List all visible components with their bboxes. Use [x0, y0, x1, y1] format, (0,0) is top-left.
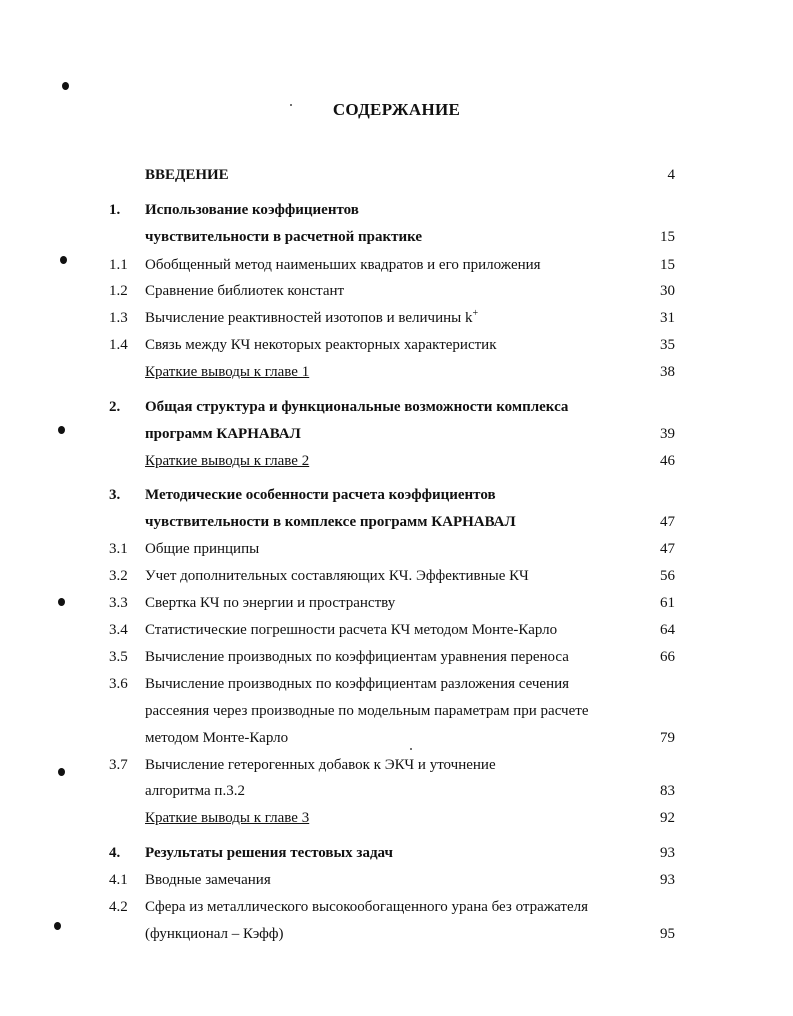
toc-entry-page: 15 — [660, 229, 675, 245]
toc-entry-page: 47 — [660, 541, 675, 557]
toc-entry — [0, 843, 793, 863]
scan-speck — [290, 104, 292, 106]
toc-entry-label: Результаты решения тестовых задач — [145, 845, 393, 861]
toc-entry — [0, 701, 793, 721]
toc-entry-page: 38 — [660, 364, 675, 380]
toc-entry-number: 1.4 — [109, 337, 128, 353]
toc-entry-number: 3.4 — [109, 622, 128, 638]
toc-entry-label: чувствительности в комплексе программ КАРНАВАЛ — [145, 514, 516, 530]
toc-entry-label: программ КАРНАВАЛ — [145, 426, 301, 442]
toc-entry — [0, 335, 793, 355]
toc-entry — [0, 808, 793, 828]
toc-entry-label: Методические особенности расчета коэффициентов — [145, 487, 496, 503]
toc-entry — [0, 362, 793, 382]
toc-entry-label: методом Монте-Карло — [145, 730, 289, 746]
toc-entry — [0, 512, 793, 532]
toc-entry-label: Использование коэффициентов — [145, 202, 359, 218]
toc-entry — [0, 781, 793, 801]
toc-entry — [0, 200, 793, 220]
punch-hole-mark — [62, 82, 69, 90]
toc-entry-number: 1.2 — [109, 283, 128, 299]
toc-entry-number: 1.1 — [109, 257, 128, 273]
toc-entry-number: 3.3 — [109, 595, 128, 611]
toc-entry-label: Статистические погрешности расчета КЧ методом Монте-Карло — [145, 622, 558, 638]
toc-entry — [0, 620, 793, 640]
toc-entry — [0, 485, 793, 505]
toc-entry — [0, 647, 793, 667]
toc-entry — [0, 424, 793, 444]
toc-entry-label: Сравнение библиотек констант — [145, 283, 345, 299]
toc-entry-intro — [0, 165, 793, 185]
toc-entry-page: 15 — [660, 257, 675, 273]
toc-entry — [0, 728, 793, 748]
toc-entry-number: 4.1 — [109, 872, 128, 888]
toc-entry — [0, 755, 793, 775]
toc-entry-label: Обобщенный метод наименьших квадратов и его приложения — [145, 257, 541, 273]
toc-entry-superscript: + — [472, 308, 479, 319]
toc-entry-label: (функционал – Кэфф) — [145, 926, 284, 942]
toc-entry-page: 61 — [660, 595, 675, 611]
toc-entry-label: Общая структура и функциональные возможности комплекса — [145, 399, 569, 415]
toc-entry — [0, 924, 793, 944]
toc-entry — [0, 281, 793, 301]
punch-hole-mark — [58, 426, 65, 434]
toc-entry-label: Свертка КЧ по энергии и пространству — [145, 595, 396, 611]
toc-entry — [0, 593, 793, 613]
toc-entry-label: Краткие выводы к главе 3 — [145, 810, 310, 826]
toc-entry-label: Вычисление производных по коэффициентам уравнения переноса — [145, 649, 569, 665]
toc-entry — [0, 674, 793, 694]
toc-entry-page: 92 — [660, 810, 675, 826]
toc-entry-label: Краткие выводы к главе 2 — [145, 453, 310, 469]
toc-entry — [0, 566, 793, 586]
punch-hole-mark — [58, 768, 65, 776]
toc-entry-page: 64 — [660, 622, 675, 638]
toc-entry-number: 4.2 — [109, 899, 128, 915]
toc-entry-page: 46 — [660, 453, 675, 469]
toc-entry-number: 3.5 — [109, 649, 128, 665]
toc-entry-number: 4. — [109, 845, 121, 861]
toc-entry-page: 93 — [660, 845, 675, 861]
toc-entry-page: 35 — [660, 337, 675, 353]
toc-entry-label: Вычисление производных по коэффициентам разложения сечения — [145, 676, 570, 692]
toc-entry-label: Вычисление гетерогенных добавок к ЭКЧ и уточнение — [145, 757, 496, 773]
toc-entry-page: 39 — [660, 426, 675, 442]
toc-entry-label: Вводные замечания — [145, 872, 271, 888]
punch-hole-mark — [54, 922, 61, 930]
toc-entry-number: 3.7 — [109, 757, 128, 773]
toc-entry-page: 4 — [667, 167, 675, 183]
toc-entry-label: Сфера из металлического высокообогащенного урана без отражателя — [145, 899, 589, 915]
toc-entry-page: 31 — [660, 310, 675, 326]
toc-entry — [0, 870, 793, 890]
toc-entry-label: Вычисление реактивностей изотопов и величины k+ — [145, 308, 479, 326]
toc-entry-page: 56 — [660, 568, 675, 584]
toc-entry — [0, 308, 793, 328]
toc-entry — [0, 227, 793, 247]
page-title: СОДЕРЖАНИЕ — [332, 100, 461, 119]
toc-entry — [0, 451, 793, 471]
toc-entry-page: 95 — [660, 926, 675, 942]
toc-entry-page: 79 — [660, 730, 675, 746]
toc-entry-number: 3. — [109, 487, 121, 503]
toc-entry-label: Краткие выводы к главе 1 — [145, 364, 310, 380]
toc-entry-page: 83 — [660, 783, 675, 799]
toc-entry — [0, 897, 793, 917]
toc-entry — [0, 539, 793, 559]
punch-hole-mark — [58, 598, 65, 606]
toc-entry-page: 47 — [660, 514, 675, 530]
toc-entry-number: 1. — [109, 202, 121, 218]
toc-entry-number: 3.1 — [109, 541, 128, 557]
toc-entry-number: 1.3 — [109, 310, 128, 326]
toc-entry — [0, 397, 793, 417]
toc-entry-label: Общие принципы — [145, 541, 260, 557]
toc-entry-label: Связь между КЧ некоторых реакторных характеристик — [145, 337, 497, 353]
toc-entry-label: Учет дополнительных составляющих КЧ. Эффективные КЧ — [145, 568, 529, 584]
toc-entry-number: 3.6 — [109, 676, 128, 692]
toc-entry-label: рассеяния через производные по модельным параметрам при расчете — [145, 703, 589, 719]
toc-entry-page: 66 — [660, 649, 675, 665]
toc-entry-page: 93 — [660, 872, 675, 888]
toc-entry-label: ВВЕДЕНИЕ — [145, 167, 229, 183]
toc-entry-number: 2. — [109, 399, 121, 415]
toc-entry-page: 30 — [660, 283, 675, 299]
toc-entry — [0, 255, 793, 275]
toc-entry-label: алгоритма п.3.2 — [145, 783, 245, 799]
punch-hole-mark — [60, 256, 67, 264]
scan-speck — [410, 748, 412, 750]
toc-entry-label: чувствительности в расчетной практике — [145, 229, 423, 245]
toc-entry-number: 3.2 — [109, 568, 128, 584]
